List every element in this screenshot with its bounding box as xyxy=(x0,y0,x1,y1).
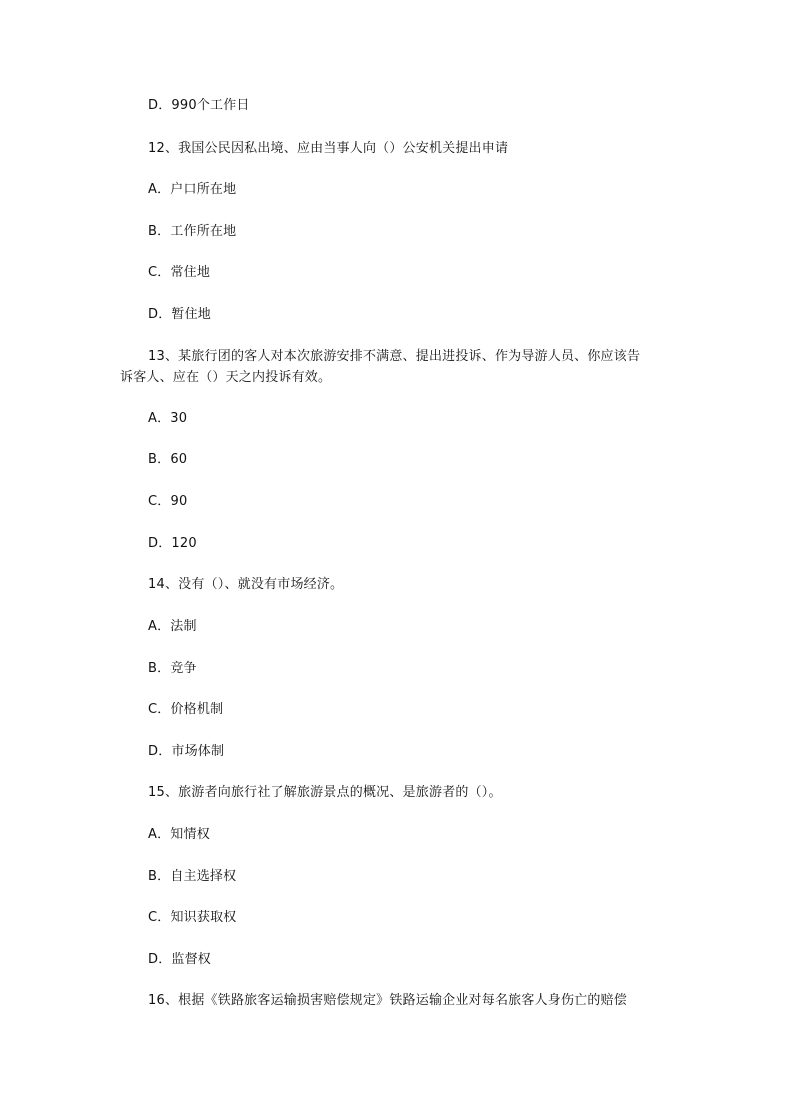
option-a-q14: A．法制 xyxy=(148,619,197,634)
question-15: 15、旅游者向旅行社了解旅游景点的概况、是旅游者的（）。 xyxy=(148,785,502,800)
option-b-q13: B．60 xyxy=(148,452,188,467)
option-c-q14: C．价格机制 xyxy=(148,702,224,717)
option-d-q11: D．990个工作日 xyxy=(148,98,250,113)
option-d-q13: D．120 xyxy=(148,536,197,551)
option-c-q15: C．知识获取权 xyxy=(148,910,237,925)
option-b-q12: B．工作所在地 xyxy=(148,224,237,239)
option-a-q12: A．户口所在地 xyxy=(148,182,237,197)
question-13-continued: 诉客人、应在（）天之内投诉有效。 xyxy=(120,370,332,385)
question-12: 12、我国公民因私出境、应由当事人向（）公安机关提出申请 xyxy=(148,141,509,156)
question-13: 13、某旅行团的客人对本次旅游安排不满意、提出进投诉、作为导游人员、你应该告 xyxy=(148,349,641,364)
option-c-q13: C．90 xyxy=(148,494,188,509)
question-14: 14、没有（）、就没有市场经济。 xyxy=(148,577,344,592)
option-d-q14: D．市场体制 xyxy=(148,744,225,759)
option-d-q12: D．暂住地 xyxy=(148,307,212,322)
option-c-q12: C．常住地 xyxy=(148,265,211,280)
option-a-q13: A．30 xyxy=(148,411,188,426)
option-d-q15: D．监督权 xyxy=(148,952,212,967)
option-a-q15: A．知情权 xyxy=(148,827,210,842)
option-b-q14: B．竞争 xyxy=(148,661,197,676)
question-16: 16、根据《铁路旅客运输损害赔偿规定》铁路运输企业对每名旅客人身伤亡的赔偿 xyxy=(148,993,627,1008)
option-b-q15: B．自主选择权 xyxy=(148,869,237,884)
